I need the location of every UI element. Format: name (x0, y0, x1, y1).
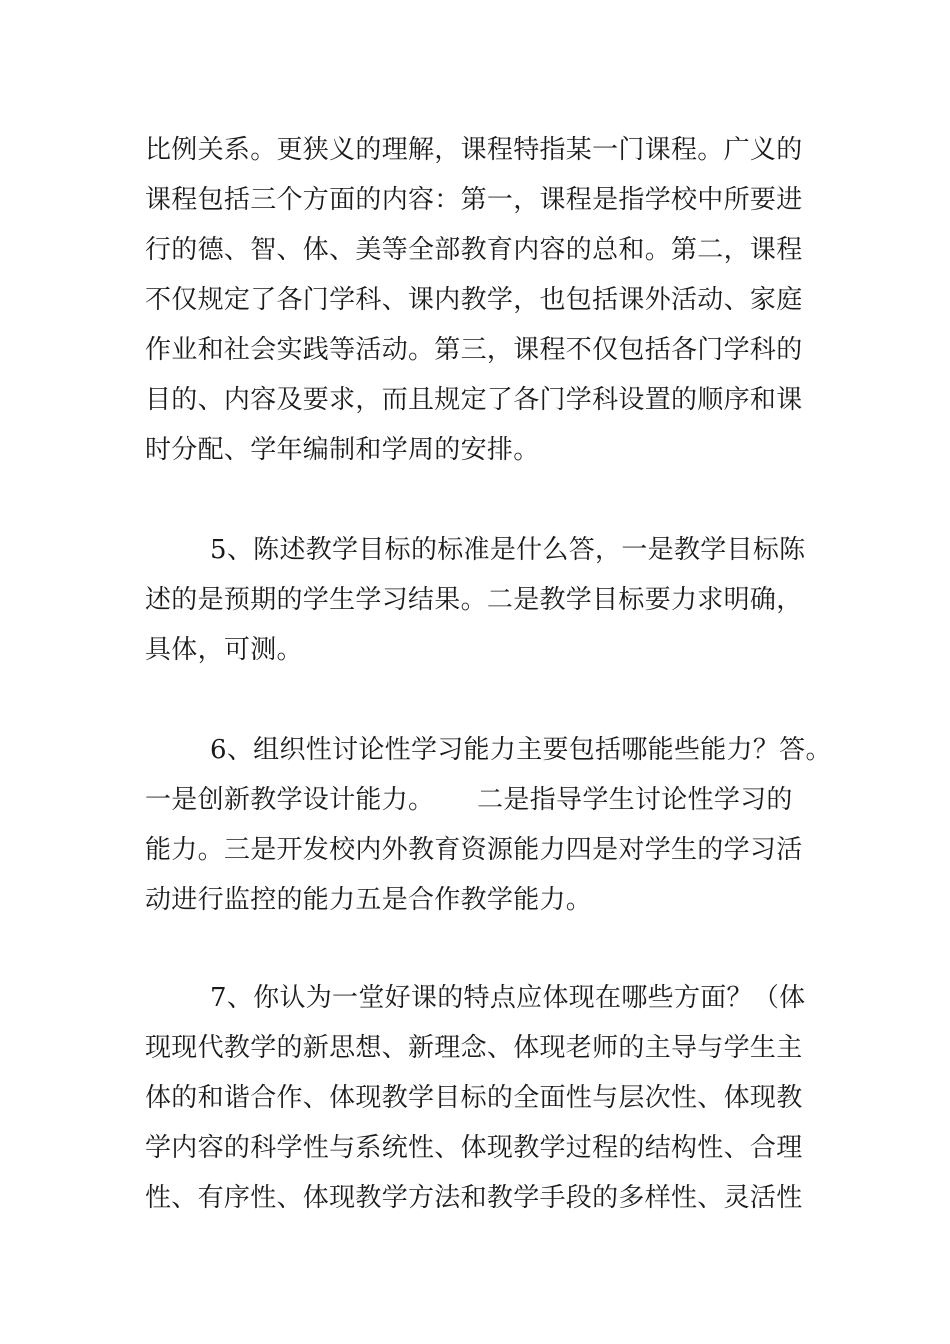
text-line: 学内容的科学性与系统性、体现教学过程的结构性、合理 (145, 1133, 803, 1163)
text-line: 动进行监控的能力五是合作教学能力。 (145, 885, 593, 915)
text-line: 比例关系。更狭义的理解，课程特指某一门课程。广义的 (145, 135, 803, 165)
text-line: 作业和社会实践等活动。第三，课程不仅包括各门学科的 (145, 335, 803, 365)
text-line: 时分配、学年编制和学周的安排。 (145, 435, 540, 465)
text-line: 行的德、智、体、美等全部教育内容的总和。第二，课程 (145, 235, 803, 265)
text-line: 述的是预期的学生学习结果。二是教学目标要力求明确， (145, 585, 803, 615)
text-line: 不仅规定了各门学科、课内教学，也包括课外活动、家庭 (145, 285, 803, 315)
text-line: 现现代教学的新思想、新理念、体现老师的主导与学生主 (145, 1033, 803, 1063)
text-line: 具体，可测。 (145, 635, 303, 665)
question-5-first-line: 5、陈述教学目标的标准是什么答，一是教学目标陈 (210, 535, 806, 565)
text-line: 目的、内容及要求，而且规定了各门学科设置的顺序和课 (145, 385, 803, 415)
text-line: 一是创新教学设计能力。 二是指导学生讨论性学习的 (145, 785, 793, 815)
text-line: 课程包括三个方面的内容：第一，课程是指学校中所要进 (145, 185, 803, 215)
text-line: 性、有序性、体现教学方法和教学手段的多样性、灵活性 (145, 1183, 803, 1213)
question-6-first-line: 6、组织性讨论性学习能力主要包括哪能些能力？答。 (210, 735, 832, 765)
text-line: 体的和谐合作、体现教学目标的全面性与层次性、体现教 (145, 1083, 803, 1113)
question-7-first-line: 7、你认为一堂好课的特点应体现在哪些方面？（体 (210, 983, 806, 1013)
text-line: 能力。三是开发校内外教育资源能力四是对学生的学习活 (145, 835, 803, 865)
